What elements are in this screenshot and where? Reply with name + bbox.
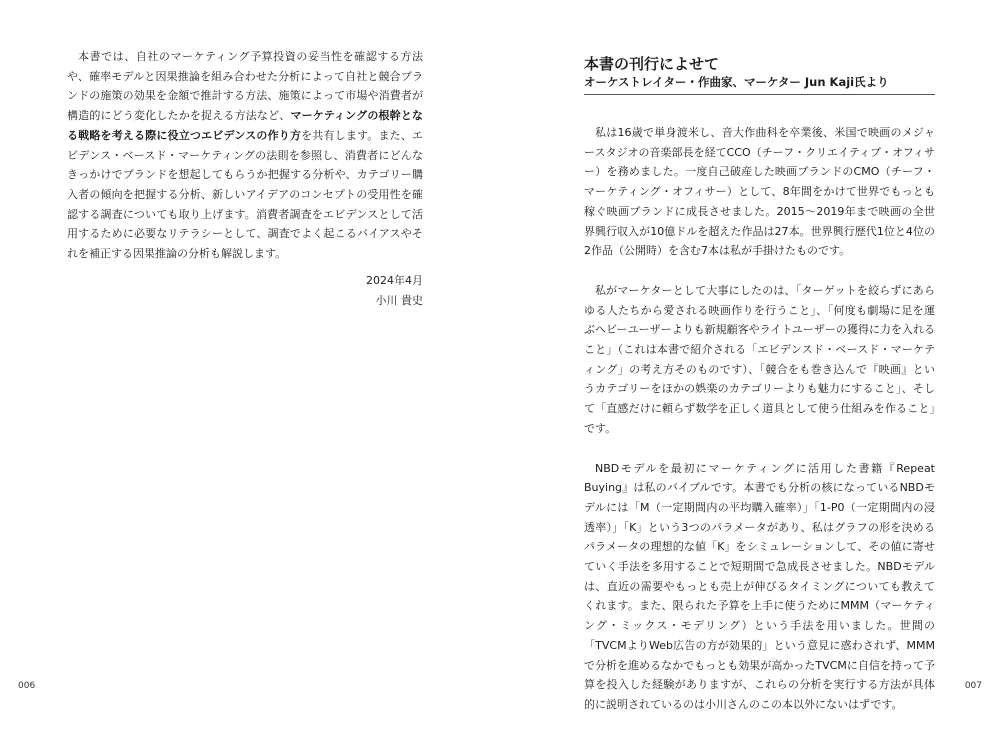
- right-page: [500, 0, 1000, 709]
- page-number-right: 007: [964, 681, 982, 691]
- paragraph-bold-emphasis: マーケティングの根幹となる戦略を考える際に役立つエビデンスの作り方: [67, 109, 424, 142]
- title-divider: [584, 94, 935, 95]
- preface-closing-paragraph: [67, 47, 423, 264]
- preface-author: 小川 貴史: [375, 294, 423, 307]
- preface-date: 2024年4月: [366, 274, 423, 287]
- section-subtitle: オーケストレイター・作曲家、マーケター Jun Kaji氏より: [584, 75, 889, 89]
- page-number-left: 006: [18, 681, 36, 691]
- paragraph-text-part2: を共有します。また、エビデンス・ベースド・マーケティングの法則を参照し、消費者にどんなきっかけでブランドを想起してもらうか把握する分析や、カテゴリー購入者の傾向を把握する分析、新しいアイデアのコンセプトの受用性を確認する調査についても取り上げます。消費者調査をエビデンスとして活用するために必要なリテラシーとして、調査でよく起こるバイアスやそれを補正する因果推論の分析も解説します。: [67, 128, 423, 261]
- foreword-paragraph-3: NBDモデルを最初にマーケティングに活用した書籍『Repeat Buying』は私のバイブルです。本書でも分析の核になっているNBDモデルには「M（一定期間内の平均購入確率）」「1-P0（一定期間内の浸透率）」「K」という3つのパラメータがあり、私はグラフの形を決めるパラメータの理想的な値「K」をシミュレーションして、その値に寄せていく手法を多用することで短期間で急成長させました。NBDモデルは、直近の需要やもっとも売上が伸びるタイミングについても教えてくれます。また、限られた予算を上手に使うためにMMM（マーケティング・ミックス・モデリング）という手法を用いました。世間の「TVCMよりWeb広告の方が効果的」という意見に惑わされず、MMMで分析を進めるなかでもっとも効果が高かったTVCMに自信を持って予算を投入した経験がありますが、これらの分析を実行する方法が具体的に説明されているのは小川さんのこの本以外にないはずです。: [584, 461, 935, 711]
- section-title: 本書の刊行によせて: [584, 55, 720, 73]
- foreword-body: [584, 123, 935, 735]
- paragraph-text-part1: 本書では、自社のマーケティング予算投資の妥当性を確認する方法や、確率モデルと因果推論を組み合わせた分析によって自社と競合ブランドの施策の効果を金額で推計する方法、施策によって市場や消費者が構造的にどう変化したかを捉える方法など、: [67, 50, 423, 123]
- foreword-paragraph-1: 私は16歳で単身渡米し、音大作曲科を卒業後、米国で映画のメジャースタジオの音楽部長を経てCCO（チーフ・クリエイティブ・オフィサー）を務めました。一度自己破産した映画ブランドのCMO（チーフ・マーケティング・オフィサー）として、8年間をかけて世界でもっとも稼ぐ映画ブランドに成長させました。2015〜2019年まで映画の全世界興行収入が10億ドルを超えた作品は27本。世界興行歴代1位と4位の2作品（公開時）を含む7本は私が手掛けたものです。: [584, 126, 935, 258]
- foreword-paragraph-2: 私がマーケターとして大事にしたのは、「ターゲットを絞らずにあらゆる人たちから愛される映画作りを行うこと」、「何度も劇場に足を運ぶヘビーユーザーよりも新規顧客やライトユーザーの獲得に力を入れること」（これは本書で紹介される「エビデンスド・ベースド・マーケティング」の考え方そのものです）、「競合をも巻き込んで『映画』というカテゴリーをほかの娯楽のカテゴリーよりも魅力にすること」、そして「直感だけに頼らず数学を正しく道具として使う仕組みを作ること」です。: [584, 283, 935, 435]
- left-page: [0, 0, 500, 709]
